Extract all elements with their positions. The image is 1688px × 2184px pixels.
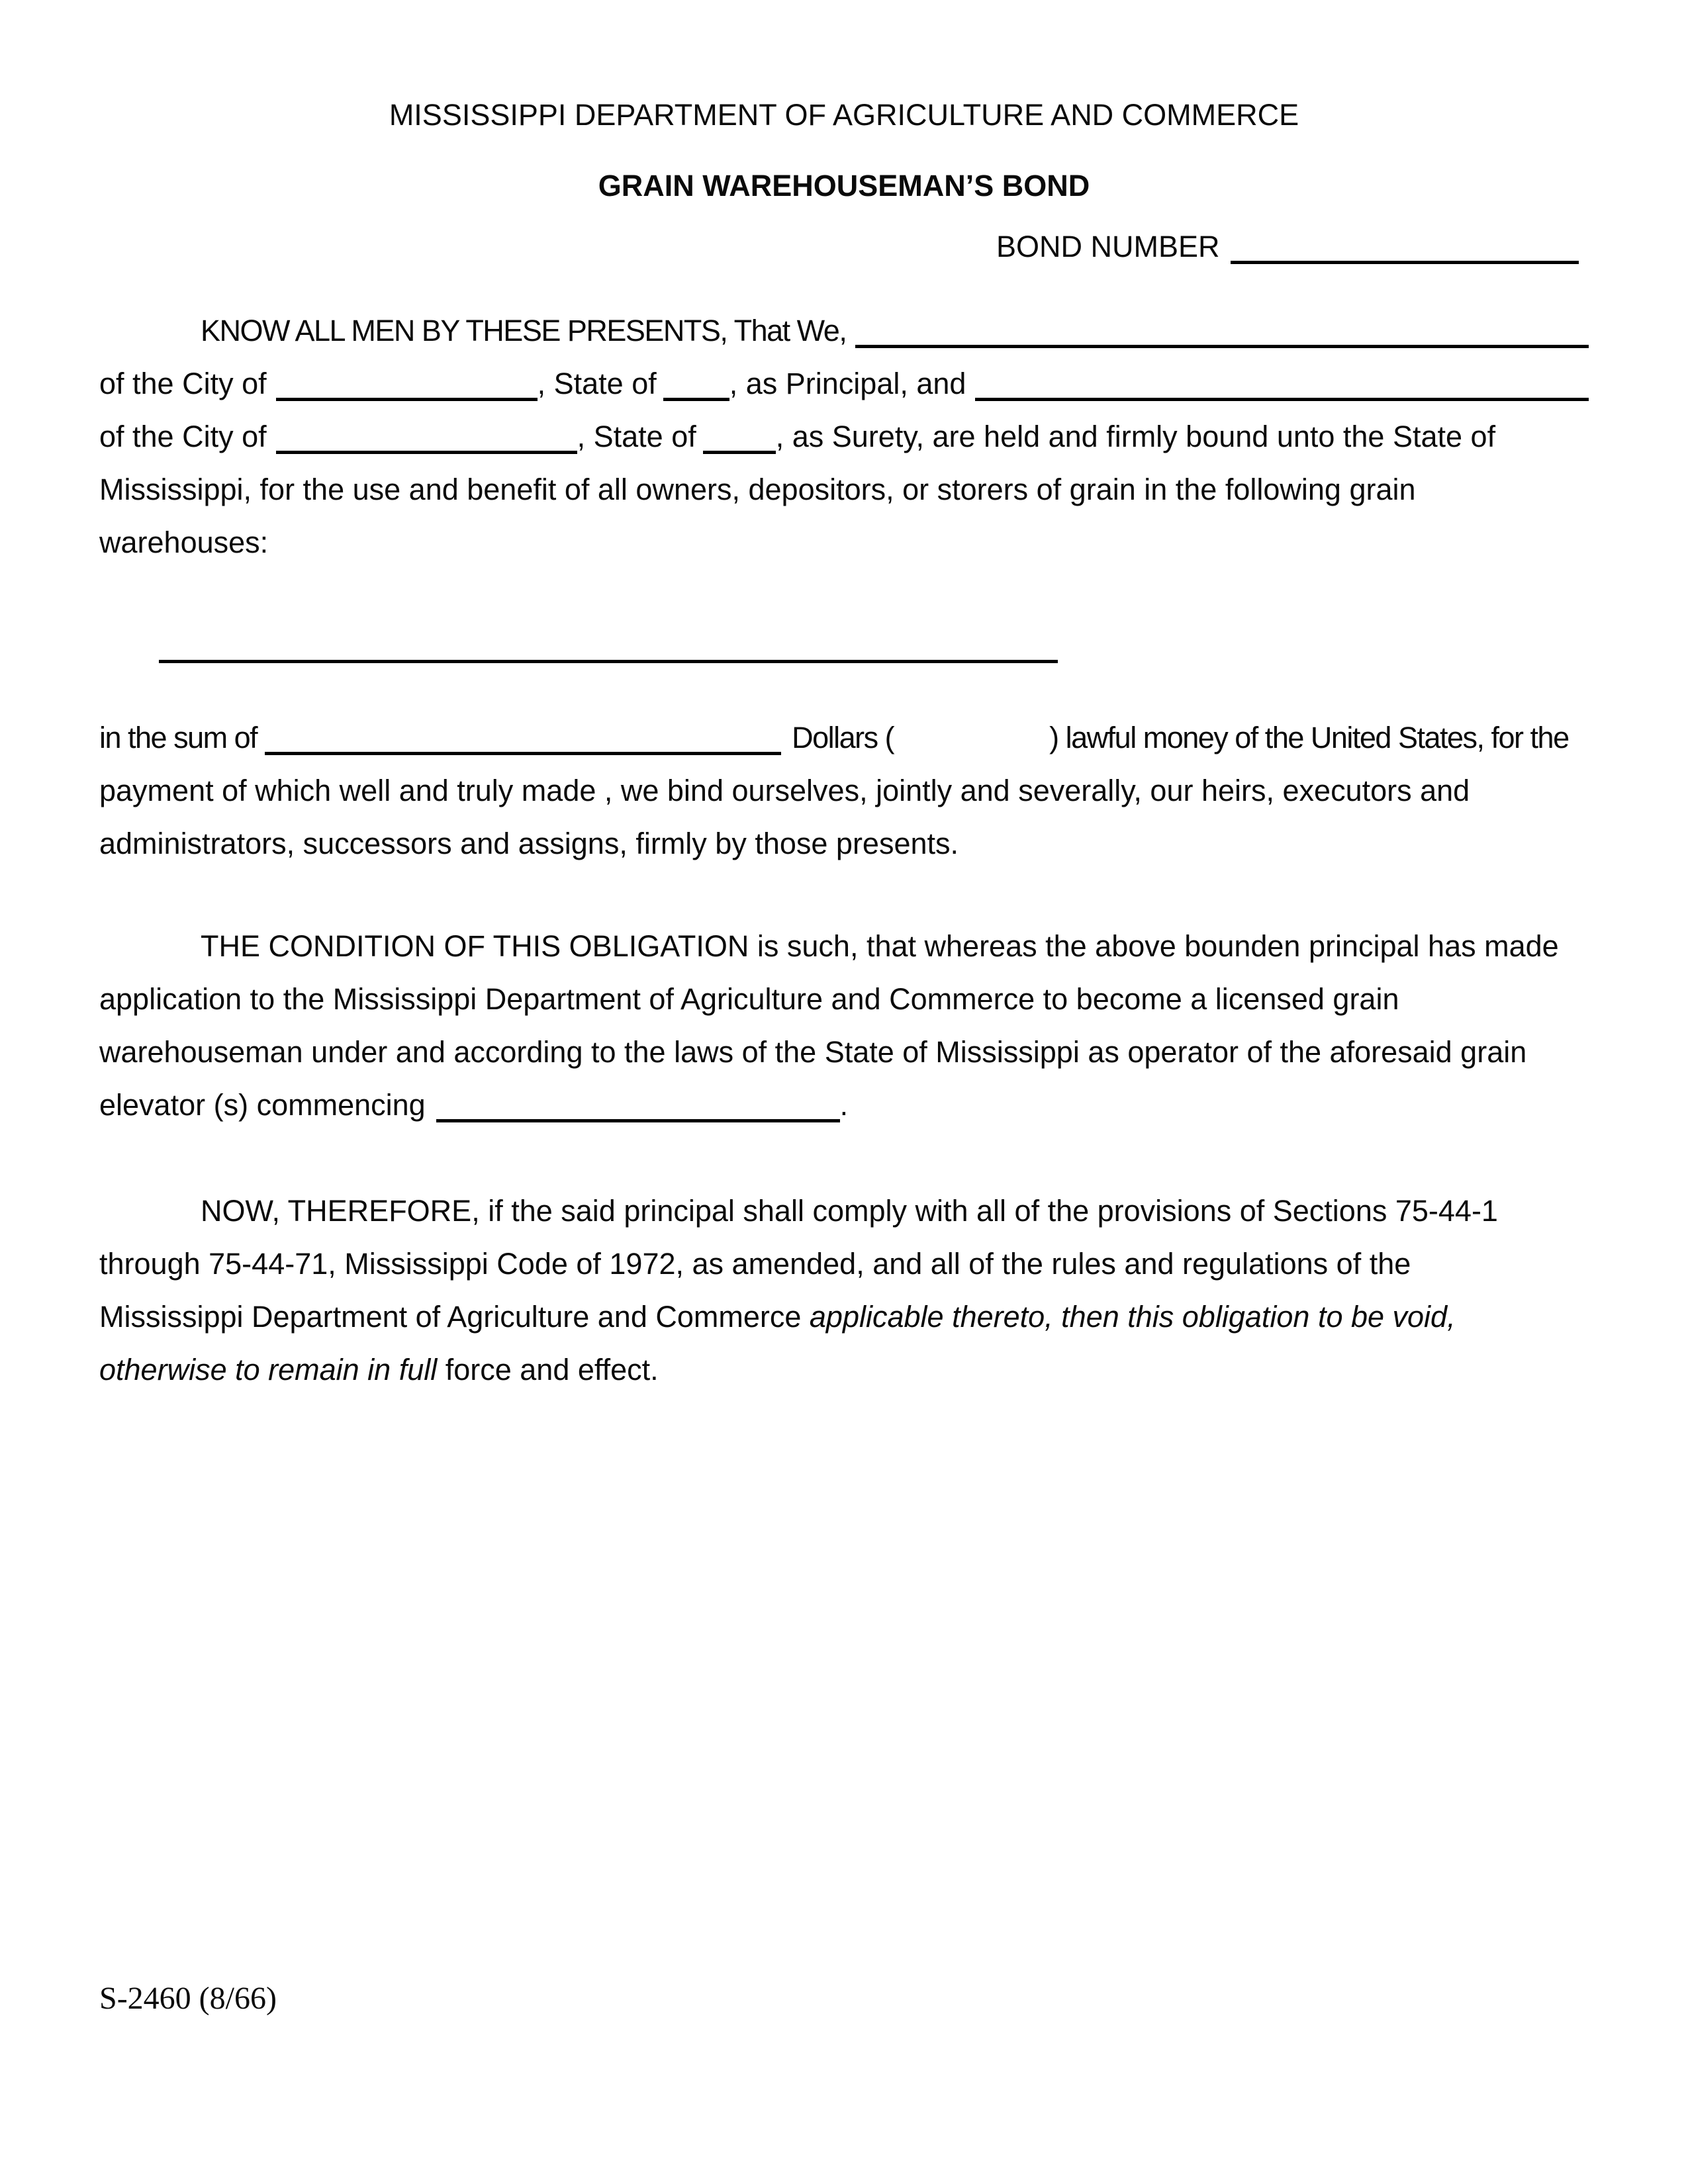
therefore-line-3-italic: applicable thereto, then this obligation to be void,	[809, 1300, 1456, 1334]
condition-line-4-text-a: elevator (s) commencing	[99, 1088, 426, 1122]
sum-line-1-text-a: in the sum of	[99, 721, 258, 754]
therefore-line-4-italic: otherwise to remain in full	[99, 1353, 445, 1387]
opening-line-2-text-a: of the City of	[99, 367, 267, 400]
opening-line-2-text-c: , as Principal, and	[729, 367, 966, 400]
principal-name-blank	[855, 345, 1589, 348]
opening-line-2-text-b: , State of	[537, 367, 657, 400]
therefore-line-4-regular: force and effect.	[445, 1353, 659, 1387]
commencing-date-blank	[436, 1119, 840, 1122]
opening-line-2	[99, 357, 1589, 410]
therefore-line-3	[99, 1291, 1589, 1343]
opening-line-1	[99, 304, 1589, 357]
condition-line-4	[99, 1079, 1589, 1132]
opening-line-1-text: KNOW ALL MEN BY THESE PRESENTS, That We,	[201, 314, 847, 347]
opening-line-4: Mississippi, for the use and benefit of all owners, depositors, or storers of grain in the following grain	[99, 473, 1416, 506]
warehouses-list-blank	[159, 660, 1058, 663]
surety-city-blank	[276, 451, 577, 454]
therefore-line-2: through 75-44-71, Mississippi Code of 1972, as amended, and all of the rules and regulations of the	[99, 1247, 1411, 1281]
bond-number-row	[996, 220, 1579, 273]
bond-number-blank	[1231, 261, 1579, 264]
surety-name-blank	[975, 398, 1589, 401]
sum-paragraph	[99, 711, 1589, 870]
opening-line-3-text-b: , State of	[577, 420, 696, 453]
surety-state-blank	[703, 451, 776, 454]
opening-line-3-text-c: , as Surety, are held and firmly bound unto the State of	[775, 420, 1496, 453]
sum-line-2: payment of which well and truly made , we bind ourselves, jointly and severally, our heirs, executors and	[99, 774, 1470, 807]
opening-line-3	[99, 410, 1589, 463]
therefore-line-1: NOW, THEREFORE, if the said principal shall comply with all of the provisions of Sections 75-44-1	[201, 1194, 1498, 1228]
opening-line-3-text-a: of the City of	[99, 420, 267, 453]
principal-city-blank	[276, 398, 538, 401]
condition-paragraph	[99, 920, 1589, 1132]
therefore-line-3-regular: Mississippi Department of Agriculture and Commerce	[99, 1300, 810, 1334]
bond-number-label: BOND NUMBER	[996, 230, 1220, 263]
condition-line-3: warehouseman under and according to the laws of the State of Mississippi as operator of the aforesaid grain	[99, 1035, 1527, 1069]
sum-line-3: administrators, successors and assigns, firmly by those presents.	[99, 827, 959, 860]
header-department: MISSISSIPPI DEPARTMENT OF AGRICULTURE AND COMMERCE	[389, 98, 1299, 132]
opening-line-5: warehouses:	[99, 525, 269, 559]
condition-line-4-text-b: .	[839, 1088, 849, 1122]
form-number: S-2460 (8/66)	[99, 1981, 277, 2016]
therefore-line-4	[99, 1343, 1589, 1396]
principal-state-blank	[663, 398, 729, 401]
sum-line-1-text-b: Dollars (	[792, 721, 894, 754]
sum-line-1-text-c: ) lawful money of the United States, for the	[1049, 721, 1569, 754]
opening-paragraph	[99, 304, 1589, 569]
sum-line-1	[99, 711, 1589, 764]
header-title: GRAIN WAREHOUSEMAN’S BOND	[598, 169, 1090, 203]
therefore-paragraph	[99, 1185, 1589, 1396]
condition-line-1: THE CONDITION OF THIS OBLIGATION is such, that whereas the above bounden principal has made	[201, 929, 1559, 963]
bond-sum-blank	[265, 752, 781, 755]
condition-line-2: application to the Mississippi Department of Agriculture and Commerce to become a licensed grain	[99, 982, 1399, 1016]
